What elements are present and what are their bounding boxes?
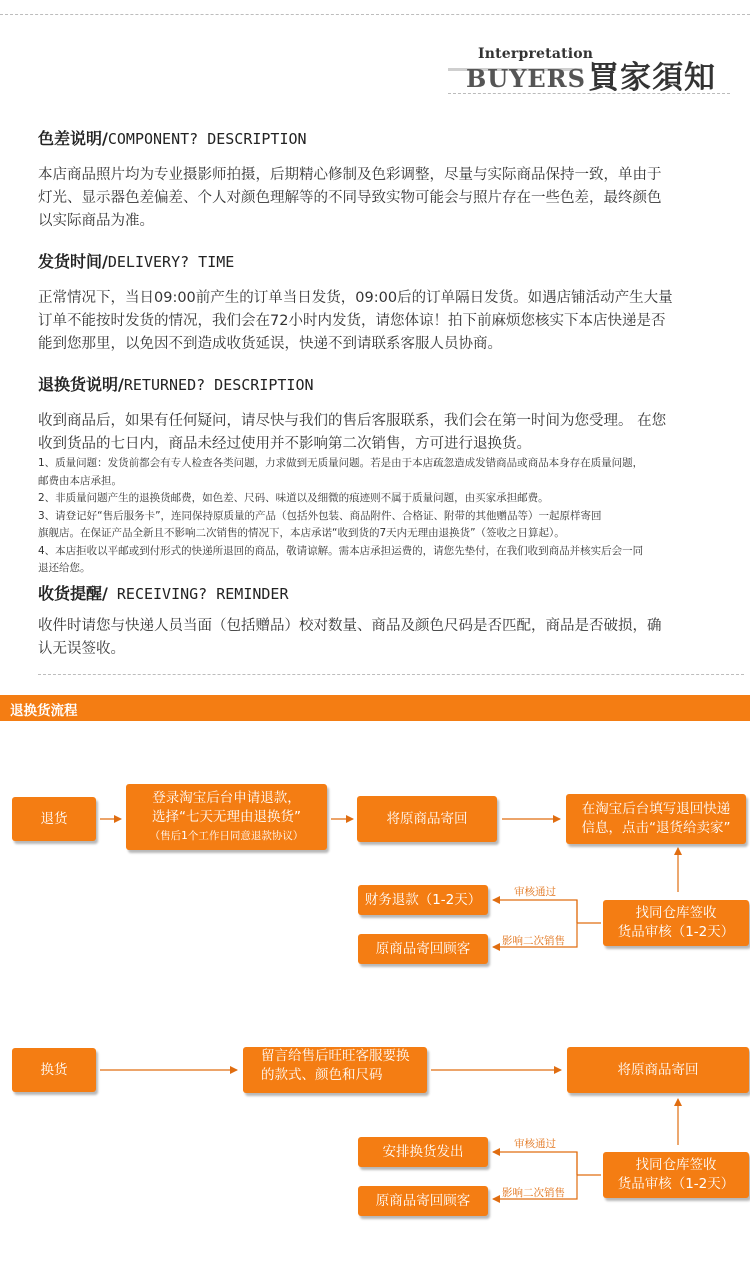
section-title-en: DELIVERY? TIME <box>107 253 235 271</box>
box-line: 登录淘宝后台申请退款， <box>152 789 301 806</box>
note-line: 邮费由本店承担。 <box>38 474 122 487</box>
section-title-en: COMPONENT? DESCRIPTION <box>107 130 307 148</box>
paragraph-line: 订单不能按时发货的情况，我们会在72小时内发货，请您体谅！拍下前麻烦您核实下本店快递是否 <box>38 313 666 329</box>
header-buyers: BUYERS <box>466 64 586 93</box>
paragraph-line: 灯光、显示器色差偏差、个人对颜色理解等的不同导致实物可能会与照片存在一些色差，最终颜色 <box>38 190 662 206</box>
section-title-en: RECEIVING? REMINDER <box>107 585 289 603</box>
box-line: 找同仓库签收 <box>635 1157 717 1173</box>
refund-send-back-box <box>357 796 497 842</box>
exchange-return-customer-box <box>358 1186 488 1216</box>
note-line: 1、质量问题：发货前都会有专人检查各类问题，力求做到无质量问题。若是由于本店疏忽造成发错商品或商品本身存在质量问题， <box>38 457 644 469</box>
paragraph-line: 收件时请您与快递人员当面（包括赠品）校对数量、商品及颜色尺码是否匹配，商品是否破损，确 <box>38 618 662 634</box>
section-title-cn: 退换货说明/ <box>38 375 124 394</box>
refund-warehouse-check-box <box>603 900 749 946</box>
box-line: 的款式、颜色和尺码 <box>261 1067 383 1083</box>
box-line: 货品审核（1-2天） <box>617 924 735 940</box>
paragraph-line: 认无误签收。 <box>38 641 125 657</box>
refund-start-box <box>12 797 96 841</box>
box-label: 将原商品寄回 <box>617 1061 699 1078</box>
arrow-exchange-pass <box>493 1152 577 1175</box>
refund-fill-express-box <box>566 794 746 844</box>
box-label: 财务退款（1-2天） <box>364 891 482 908</box>
paragraph-line: 收到货品的七日内，商品未经过使用并不影响第二次销售，方可进行退换货。 <box>38 436 531 452</box>
note-line: 4、本店拒收以平邮或到付形式的快递所退回的商品，敬请谅解。需本店承担运费的，请您先垫付，在我们收到商品并核实后会一同 <box>38 544 644 557</box>
box-label: 退货 <box>40 810 68 827</box>
exchange-fail-label: 影响二次销售 <box>502 1187 565 1199</box>
box-label: 安排换货发出 <box>382 1143 464 1160</box>
box-label: 原商品寄回顾客 <box>375 940 471 957</box>
note-line: 2、非质量问题产生的退换货邮费，如色差、尺码、味道以及细微的痕迹则不属于质量问题，由买家承担邮费。 <box>38 492 549 504</box>
paragraph-line: 正常情况下，当日09:00前产生的订单当日发货，09:00后的订单隔日发货。如遇店铺活动产生大量 <box>38 290 673 306</box>
refund-finance-box <box>358 885 488 915</box>
section-title-cn: 收货提醒/ <box>38 584 108 603</box>
header-title-cn: 買家須知 <box>588 60 716 96</box>
exchange-ship-box <box>358 1137 488 1167</box>
refund-apply-box <box>126 784 327 850</box>
box-label: 原商品寄回顾客 <box>375 1192 471 1209</box>
box-line: 在淘宝后台填写退回快递 <box>581 801 731 817</box>
exchange-pass-label: 审核通过 <box>514 1138 556 1150</box>
exchange-start-box <box>12 1048 96 1092</box>
exchange-message-box <box>243 1047 427 1093</box>
box-sub-line: （售后1个工作日同意退款协议） <box>149 829 304 842</box>
header-interpretation: Interpretation <box>478 46 594 62</box>
box-line: 找同仓库签收 <box>635 905 717 921</box>
box-line: 货品审核（1-2天） <box>617 1176 735 1192</box>
exchange-send-back-box <box>567 1047 749 1093</box>
box-label: 将原商品寄回 <box>386 810 468 827</box>
paragraph-line: 本店商品照片均为专业摄影师拍摄，后期精心修制及色彩调整，尽量与实际商品保持一致，单由于 <box>38 167 662 183</box>
box-label: 换货 <box>40 1061 68 1078</box>
section-title-cn: 色差说明/ <box>38 129 108 148</box>
note-line: 旗舰店。在保证产品全新且不影响二次销售的情况下，本店承诺“收到货的7天内无理由退换货”（签收之日算起）。 <box>38 527 565 539</box>
refund-return-customer-box <box>358 934 488 964</box>
refund-fail-label: 影响二次销售 <box>502 935 565 947</box>
section-title-cn: 发货时间/ <box>38 252 108 271</box>
note-line: 退还给您。 <box>38 562 91 574</box>
paragraph-line: 能到您那里，以免因不到造成收货延误，快递不到请联系客服人员协商。 <box>38 336 502 352</box>
exchange-warehouse-check-box <box>603 1152 749 1198</box>
arrow-refund-pass <box>493 900 577 923</box>
section-title-en: RETURNED? DESCRIPTION <box>123 376 314 394</box>
paragraph-line: 收到商品后，如果有任何疑问，请尽快与我们的售后客服联系，我们会在第一时间为您受理。 在您 <box>38 413 667 429</box>
paragraph-line: 以实际商品为准。 <box>38 213 154 229</box>
box-line: 留言给售后旺旺客服要换 <box>261 1048 410 1064</box>
box-line: 信息，点击“退货给卖家” <box>581 820 731 836</box>
refund-pass-label: 审核通过 <box>514 886 556 898</box>
process-title: 退换货流程 <box>10 703 78 719</box>
note-line: 3、请登记好“售后服务卡”，连同保持原质量的产品（包括外包装、商品附件、合格证、附带的其他赠品等）一起原样寄回 <box>38 509 602 522</box>
box-line: 选择“七天无理由退换货” <box>152 808 301 825</box>
